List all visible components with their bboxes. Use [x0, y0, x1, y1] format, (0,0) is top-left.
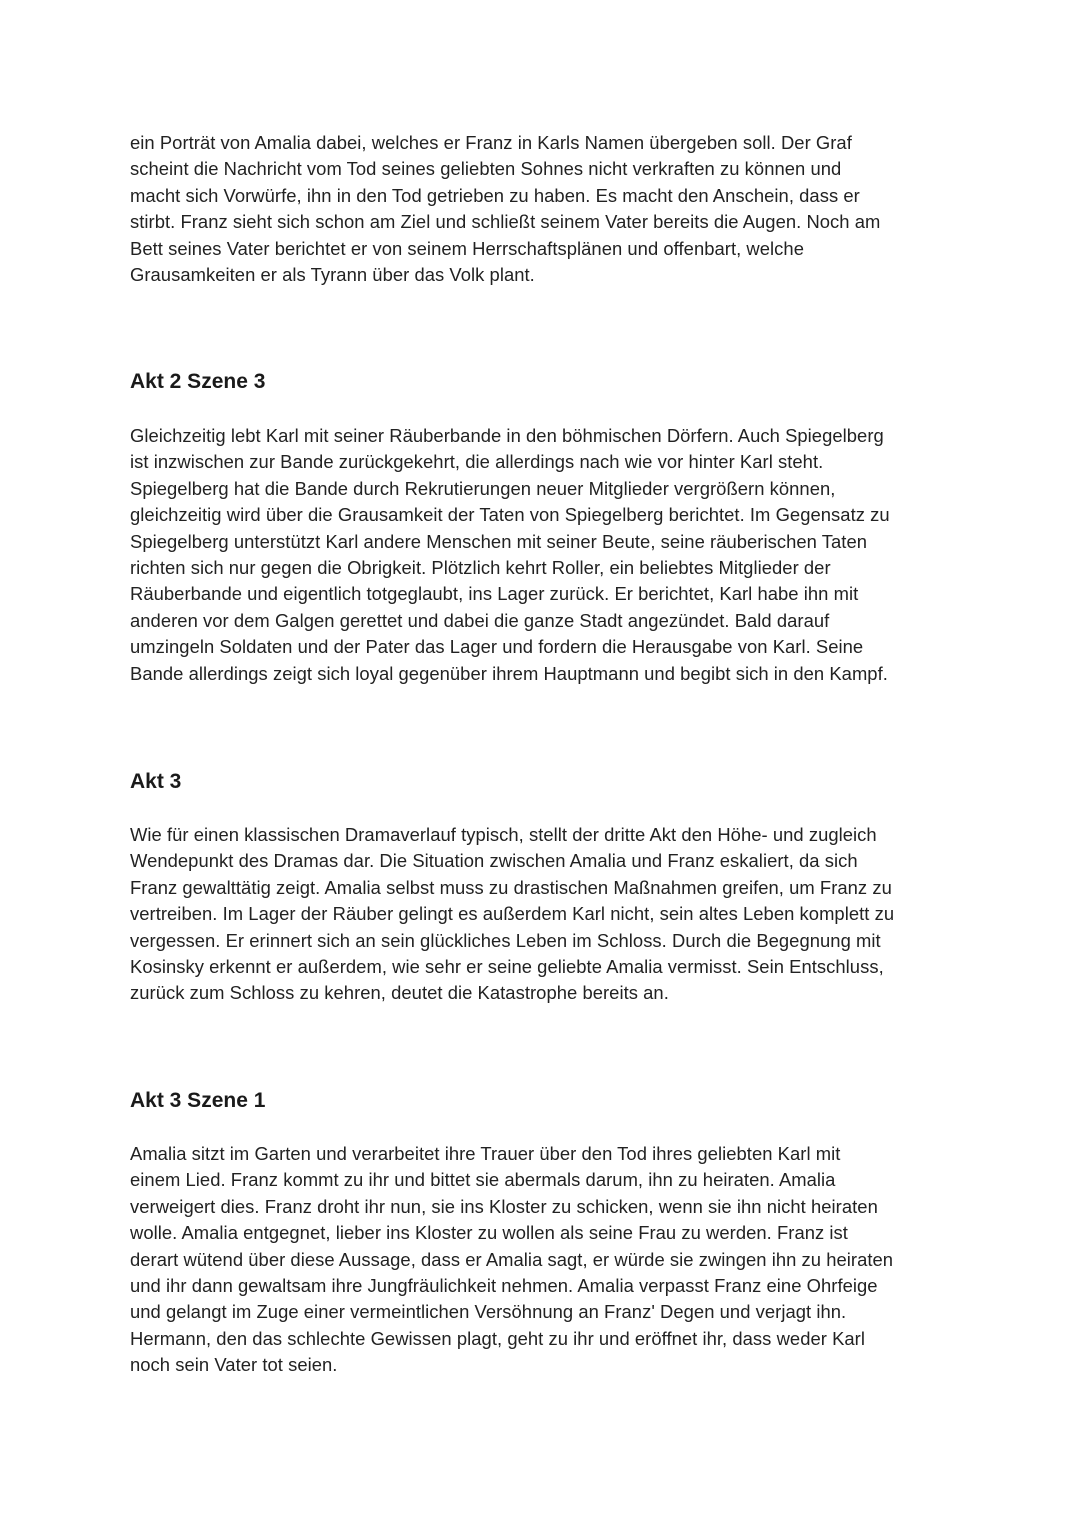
paragraph-line: vertreiben. Im Lager der Räuber gelingt es außerdem Karl nicht, sein altes Leben komplett zu: [130, 903, 895, 925]
paragraph-line: vergessen. Er erinnert sich an sein glückliches Leben im Schloss. Durch die Begegnung mit: [130, 929, 881, 951]
paragraph-line: und gelangt im Zuge einer vermeintlichen Versöhnung an Franz' Degen und verjagt ihn.: [130, 1301, 847, 1323]
paragraph-line: Hermann, den das schlechte Gewissen plagt, geht zu ihr und eröffnet ihr, dass weder Karl: [130, 1327, 865, 1349]
paragraph-line: Franz gewalttätig zeigt. Amalia selbst muss zu drastischen Maßnahmen greifen, um Franz zu: [130, 876, 892, 898]
paragraph-line: derart wütend über diese Aussage, dass er Amalia sagt, er würde sie zwingen ihn zu heiraten: [130, 1248, 894, 1270]
paragraph-line: ist inzwischen zur Bande zurückgekehrt, die allerdings nach wie vor hinter Karl steht.: [130, 451, 824, 473]
paragraph-line: noch sein Vater tot seien.: [130, 1354, 338, 1376]
paragraph-line: Räuberbande und eigentlich totgeglaubt, ins Lager zurück. Er berichtet, Karl habe ihn mit: [130, 583, 859, 605]
paragraph-line: macht sich Vorwürfe, ihn in den Tod getrieben zu haben. Es macht den Anschein, dass er: [130, 184, 860, 206]
paragraph-line: Gleichzeitig lebt Karl mit seiner Räuberbande in den böhmischen Dörfern. Auch Spiegelberg: [130, 425, 884, 446]
paragraph-line: umzingeln Soldaten und der Pater das Lager und fordern die Herausgabe von Karl. Seine: [130, 636, 864, 658]
paragraph-line: wolle. Amalia entgegnet, lieber ins Kloster zu wollen als seine Frau zu werden. Franz ist: [130, 1222, 848, 1244]
section-heading-akt-2-szene-3: Akt 2 Szene 3: [130, 370, 266, 393]
paragraph-line: verweigert dies. Franz droht ihr nun, sie ins Kloster zu schicken, wenn sie ihn nicht heiraten: [130, 1195, 878, 1217]
paragraph-line: zurück zum Schloss zu kehren, deutet die Katastrophe bereits an.: [130, 982, 669, 1004]
section-paragraph-akt-3-szene-1: [130, 1141, 960, 1379]
section-heading-akt-3-szene-1: Akt 3 Szene 1: [130, 1089, 266, 1112]
paragraph-line: anderen vor dem Galgen gerettet und dabei die ganze Stadt angezündet. Bald darauf: [130, 609, 830, 631]
paragraph-line: Spiegelberg unterstützt Karl andere Menschen mit seiner Beute, seine räuberischen Taten: [130, 530, 868, 552]
paragraph-line: Wie für einen klassischen Dramaverlauf typisch, stellt der dritte Akt den Höhe- und zugleich: [130, 824, 877, 845]
paragraph-line: Spiegelberg hat die Bande durch Rekrutierungen neuer Mitglieder vergrößern können,: [130, 477, 836, 499]
paragraph-line: Kosinsky erkennt er außerdem, wie sehr er seine geliebte Amalia vermisst. Sein Entschluss,: [130, 956, 884, 978]
section-paragraph-akt-2-szene-3: [130, 423, 960, 687]
paragraph-line: einem Lied. Franz kommt zu ihr und bittet sie abermals darum, ihn zu heiraten. Amalia: [130, 1169, 836, 1191]
paragraph-line: gleichzeitig wird über die Grausamkeit der Taten von Spiegelberg berichtet. Im Gegensatz zu: [130, 504, 890, 526]
paragraph-line: und ihr dann gewaltsam ihre Jungfräulichkeit nehmen. Amalia verpasst Franz eine Ohrfeige: [130, 1275, 878, 1297]
section-heading-akt-3: Akt 3: [130, 770, 182, 793]
intro-paragraph: [130, 130, 960, 288]
paragraph-line: ein Porträt von Amalia dabei, welches er Franz in Karls Namen übergeben soll. Der Graf: [130, 132, 852, 153]
paragraph-line: richten sich nur gegen die Obrigkeit. Plötzlich kehrt Roller, ein beliebtes Mitglieder der: [130, 557, 831, 579]
paragraph-line: Bande allerdings zeigt sich loyal gegenüber ihrem Hauptmann und begibt sich in den Kampf.: [130, 662, 888, 684]
paragraph-line: Grausamkeiten er als Tyrann über das Volk plant.: [130, 264, 535, 286]
section-paragraph-akt-3: [130, 822, 960, 1007]
paragraph-line: Wendepunkt des Dramas dar. Die Situation zwischen Amalia und Franz eskaliert, da sich: [130, 850, 858, 872]
paragraph-line: Bett seines Vater berichtet er von seinem Herrschaftsplänen und offenbart, welche: [130, 237, 804, 259]
paragraph-line: scheint die Nachricht vom Tod seines geliebten Sohnes nicht verkraften zu können und: [130, 158, 842, 180]
paragraph-line: stirbt. Franz sieht sich schon am Ziel und schließt seinem Vater bereits die Augen. Noch am: [130, 211, 881, 233]
paragraph-line: Amalia sitzt im Garten und verarbeitet ihre Trauer über den Tod ihres geliebten Karl mit: [130, 1143, 841, 1164]
